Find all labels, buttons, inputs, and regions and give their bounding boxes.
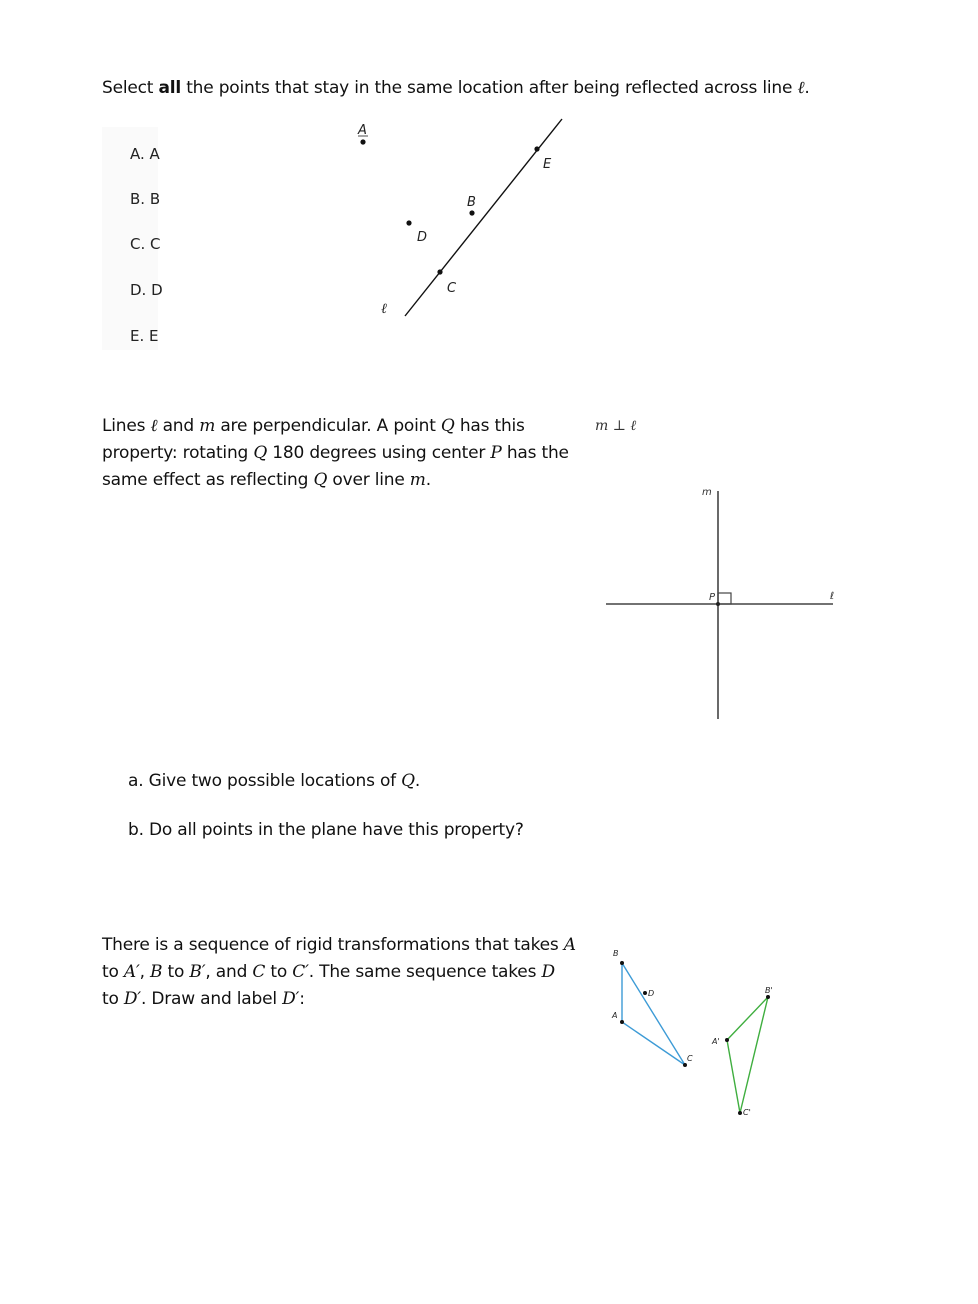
choice-d[interactable]: D. D [130,281,163,299]
q3-line-1: There is a sequence of rigid transformations that takes A [102,935,576,955]
triangle-a-prime-b-prime-c-prime [727,997,768,1113]
label-line-l: ℓ [381,301,387,317]
label-a-orig: A [612,1011,618,1020]
point-a-orig [620,1020,624,1024]
point-b-orig [620,961,624,965]
choice-a[interactable]: A. A [130,145,160,163]
label-a-prime: A' [712,1037,720,1046]
point-c-prime [738,1111,742,1115]
label-m: m [702,487,712,498]
choice-c[interactable]: C. C [130,235,161,253]
label-e: E [543,157,552,172]
q2-line-2: property: rotating Q 180 degrees using center P has the [102,443,569,463]
label-a: A [358,123,367,138]
label-c-orig: C [687,1054,693,1063]
point-b-prime [766,995,770,999]
q2-line-3: same effect as reflecting Q over line m. [102,470,431,490]
point-d-orig [643,991,647,995]
q3-line-3: to D′. Draw and label D′: [102,989,305,1009]
label-l: ℓ [830,591,835,602]
q2-line-1: Lines ℓ and m are perpendicular. A point Q has this [102,416,525,436]
label-c-prime: C' [743,1108,751,1117]
label-b: B [467,195,476,210]
point-c-orig [683,1063,687,1067]
label-c: C [447,281,457,296]
choice-b[interactable]: B. B [130,190,161,208]
point-a-prime [725,1038,729,1042]
perpendicular-caption: m ⊥ ℓ [595,418,637,434]
label-b-prime: B' [765,986,773,995]
label-d: D [417,230,428,245]
triangle-abc [622,963,685,1065]
q2-part-a: a. Give two possible locations of Q. [128,771,421,791]
label-d-orig: D [648,989,655,998]
choice-e[interactable]: E. E [130,327,159,345]
q3-line-2: to A′, B to B′, and C to C′. The same sequence takes D [102,962,555,982]
label-p: P [709,592,716,603]
q2-part-b: b. Do all points in the plane have this property? [128,820,524,840]
q1-prompt: Select all the points that stay in the same location after being reflected across line ℓ. [102,78,810,98]
label-b-orig: B [613,949,619,958]
